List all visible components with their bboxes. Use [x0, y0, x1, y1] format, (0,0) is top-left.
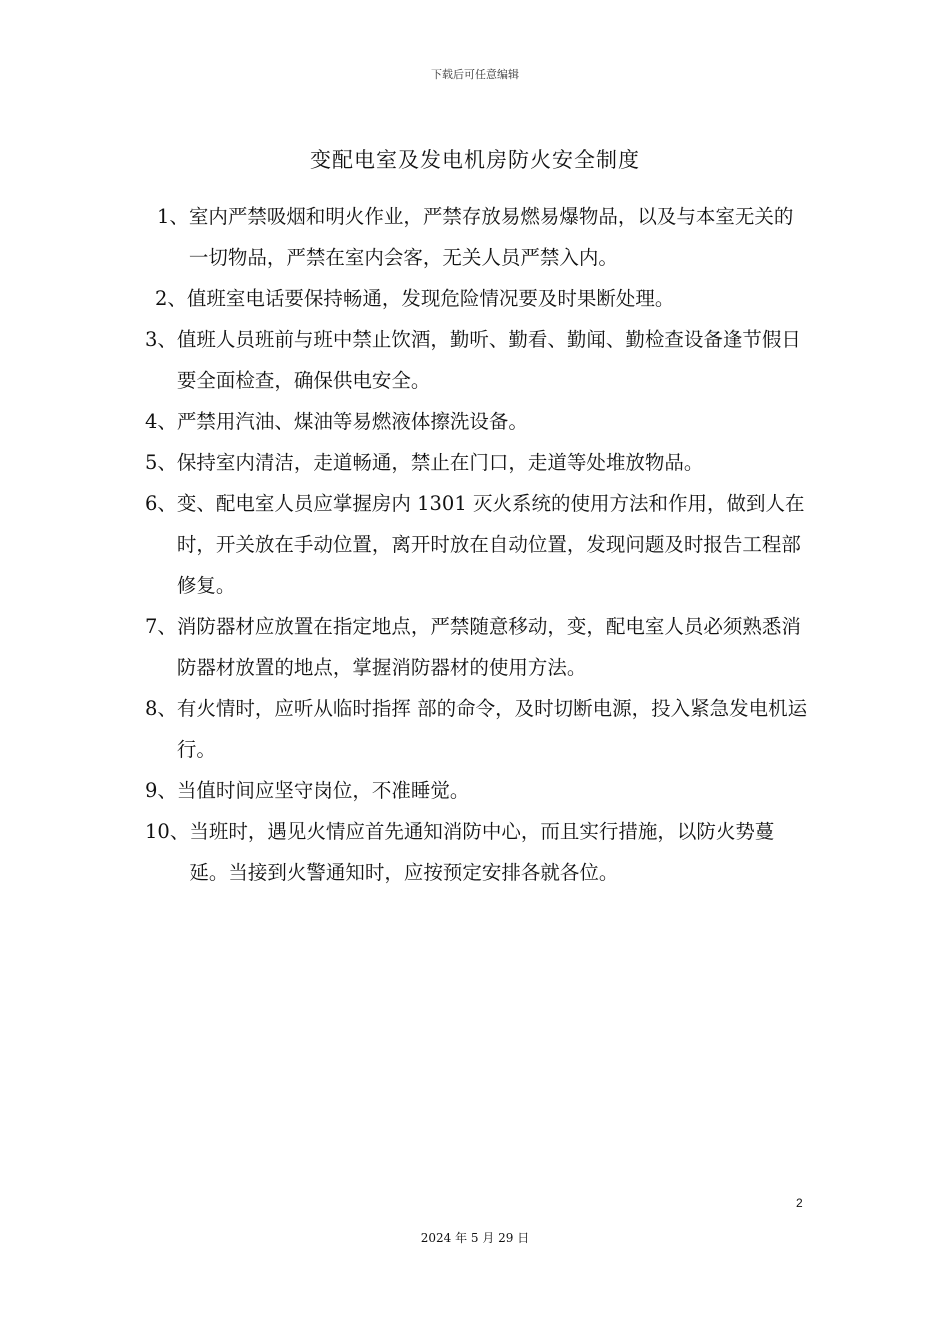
rule-text: 值班室电话要保持畅通，发现危险情况要及时果断处理。	[186, 287, 675, 310]
rule-text: 消防器材应放置在指定地点，严禁随意移动，变，配电室人员必须熟悉消防器材放置的地点，掌握消防器材的使用方法。	[176, 615, 801, 679]
rule-number: 6、	[145, 492, 177, 515]
rule-text: 变、配电室人员应掌握房内 1301 灭火系统的使用方法和作用，做到人在时，开关放在手动位置，离开时放在自动位置，发现问题及时报告工程部修复。	[176, 492, 805, 597]
rule-text: 有火情时，应听从临时指挥 部的命令，及时切断电源，投入紧急发电机运行。	[176, 697, 808, 761]
rule-item-8	[145, 688, 810, 770]
footer-date: 2024 年 5 月 29 日	[420, 1231, 530, 1245]
rule-item-5	[145, 442, 810, 483]
rule-number: 5、	[145, 451, 177, 474]
rule-item-9	[145, 770, 810, 811]
rule-item-1	[145, 196, 810, 278]
rule-item-2	[145, 278, 810, 319]
rule-item-7	[145, 606, 810, 688]
rule-number: 10、	[145, 820, 190, 843]
rule-number: 1、	[157, 205, 189, 228]
rule-number: 4、	[145, 410, 177, 433]
rule-item-3	[145, 319, 810, 401]
rule-text: 保持室内清洁，走道畅通，禁止在门口，走道等处堆放物品。	[176, 451, 704, 474]
document-title: 变配电室及发电机房防火安全制度	[310, 148, 640, 172]
header-note: 下载后可任意编辑	[431, 68, 519, 81]
page-number: 2	[796, 1196, 803, 1210]
rules-list	[145, 196, 810, 893]
rule-number: 3、	[145, 328, 177, 351]
rule-number: 2、	[155, 287, 187, 310]
rule-item-4	[145, 401, 810, 442]
rule-text: 当班时，遇见火情应首先通知消防中心，而且实行措施，以防火势蔓延。当接到火警通知时，应按预定安排各就各位。	[189, 820, 775, 884]
rule-text: 严禁用汽油、煤油等易燃液体擦洗设备。	[176, 410, 528, 433]
rule-item-10	[145, 811, 810, 893]
rule-text: 值班人员班前与班中禁止饮酒，勤听、勤看、勤闻、勤检查设备逢节假日要全面检查，确保供电安全。	[176, 328, 801, 392]
rule-text: 室内严禁吸烟和明火作业，严禁存放易燃易爆物品，以及与本室无关的一切物品，严禁在室内会客，无关人员严禁入内。	[188, 205, 794, 269]
rule-number: 9、	[145, 779, 177, 802]
rule-text: 当值时间应坚守岗位，不准睡觉。	[176, 779, 470, 802]
rule-item-6	[145, 483, 810, 606]
rule-number: 7、	[145, 615, 177, 638]
rule-number: 8、	[145, 697, 177, 720]
